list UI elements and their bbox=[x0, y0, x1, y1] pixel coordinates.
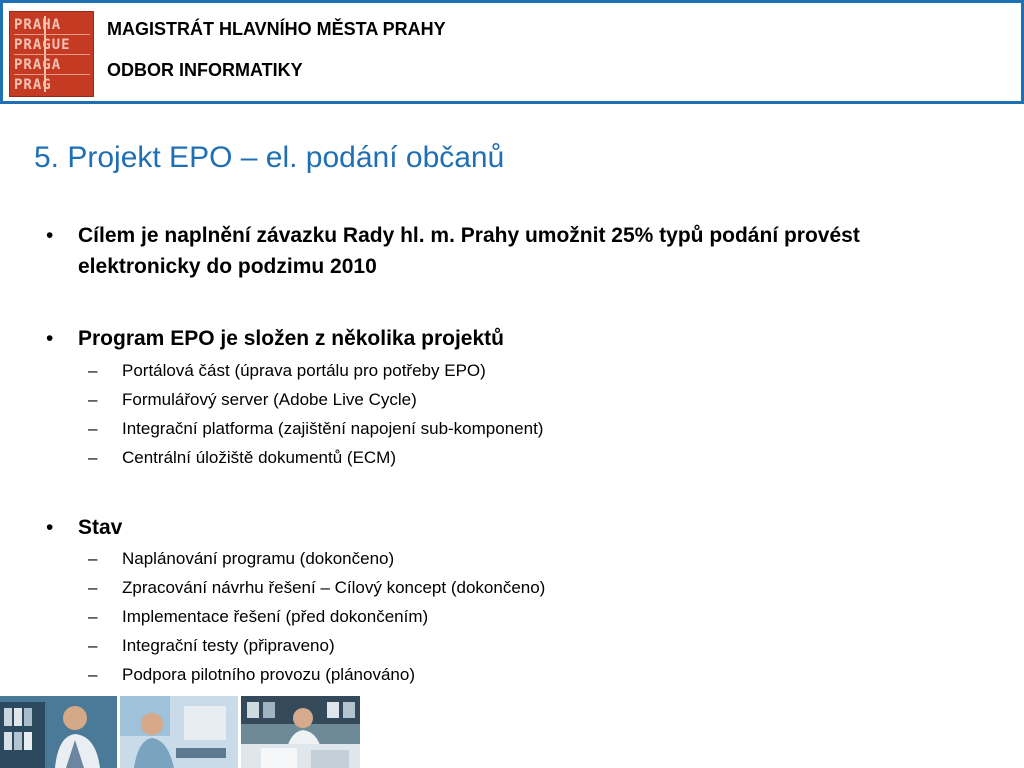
sub-dash: – bbox=[88, 607, 98, 626]
sub-text: Formulářový server (Adobe Live Cycle) bbox=[122, 390, 417, 409]
prague-logo bbox=[9, 11, 94, 97]
header-organization: MAGISTRÁT HLAVNÍHO MĚSTA PRAHY bbox=[107, 19, 446, 39]
sub-item bbox=[88, 389, 982, 411]
sub-item bbox=[88, 606, 982, 628]
sub-dash: – bbox=[88, 578, 98, 597]
bullet-dot: • bbox=[46, 224, 54, 247]
sub-item bbox=[88, 548, 982, 570]
sub-dash: – bbox=[88, 390, 98, 409]
office-worker-illustration bbox=[0, 696, 117, 768]
sub-item bbox=[88, 664, 982, 686]
bullet-dot: • bbox=[46, 516, 54, 539]
office-worker-photo bbox=[0, 696, 117, 768]
logo-text: PRAHA bbox=[14, 17, 62, 33]
logo-line bbox=[14, 54, 90, 55]
it-worker-photo bbox=[241, 696, 360, 768]
sub-dash: – bbox=[88, 419, 98, 438]
logo-text: PRAGUE bbox=[14, 37, 71, 53]
logo-text: PRAGA bbox=[14, 57, 62, 73]
sub-text: Naplánování programu (dokončeno) bbox=[122, 549, 395, 568]
bullet-text: Stav bbox=[78, 516, 123, 539]
bullet-item bbox=[46, 220, 978, 282]
bullet-item bbox=[46, 512, 978, 543]
sub-dash: – bbox=[88, 448, 98, 467]
logo-line bbox=[14, 74, 90, 75]
logo-text: PRAG bbox=[14, 77, 52, 93]
bullet-dot: • bbox=[46, 327, 54, 350]
sub-item bbox=[88, 577, 982, 599]
header-banner bbox=[0, 0, 1024, 104]
bullet-text: Cílem je naplnění závazku Rady hl. m. Prahy umožnit 25% typů podání provést elektronicky do podzimu 2010 bbox=[78, 224, 860, 278]
header-department: ODBOR INFORMATIKY bbox=[107, 60, 303, 80]
sub-text: Portálová část (úprava portálu pro potřeby EPO) bbox=[122, 361, 486, 380]
sub-text: Podpora pilotního provozu (plánováno) bbox=[122, 665, 415, 684]
sub-text: Integrační testy (připraveno) bbox=[122, 636, 335, 655]
photo-strip bbox=[0, 696, 360, 768]
computer-user-illustration bbox=[120, 696, 238, 768]
bullet-text: Program EPO je složen z několika projektů bbox=[78, 327, 504, 350]
sub-dash: – bbox=[88, 361, 98, 380]
sub-item bbox=[88, 360, 982, 382]
sub-text: Integrační platforma (zajištění napojení sub-komponent) bbox=[122, 419, 544, 438]
sub-dash: – bbox=[88, 549, 98, 568]
bullet-item bbox=[46, 323, 978, 354]
sub-dash: – bbox=[88, 636, 98, 655]
sub-item bbox=[88, 418, 982, 440]
slide-title: 5. Projekt EPO – el. podání občanů bbox=[34, 141, 505, 174]
sub-text: Centrální úložiště dokumentů (ECM) bbox=[122, 448, 397, 467]
sub-text: Zpracování návrhu řešení – Cílový koncept (dokončeno) bbox=[122, 578, 546, 597]
logo-line bbox=[14, 34, 90, 35]
it-worker-illustration bbox=[241, 696, 360, 768]
sub-item bbox=[88, 635, 982, 657]
sub-dash: – bbox=[88, 665, 98, 684]
sub-text: Implementace řešení (před dokončením) bbox=[122, 607, 429, 626]
sub-item bbox=[88, 447, 982, 469]
computer-user-photo bbox=[120, 696, 238, 768]
